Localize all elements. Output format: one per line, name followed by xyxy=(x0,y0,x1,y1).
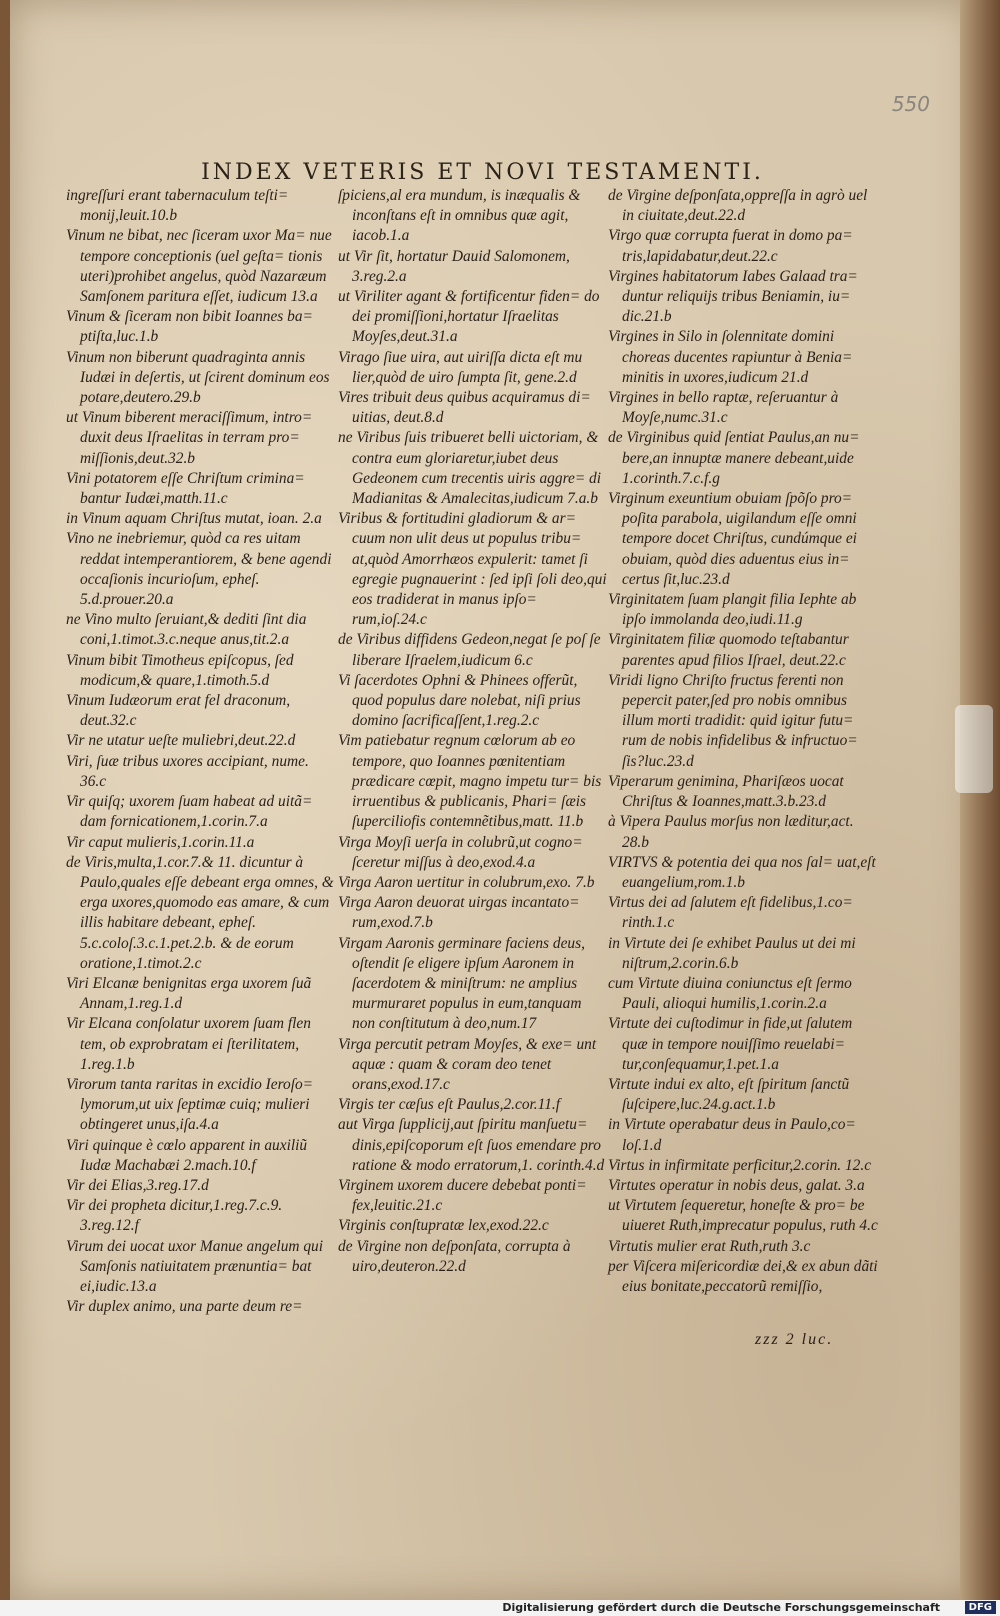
index-entry: Vinum Iudæorum erat fel draconum, deut.32.c xyxy=(66,692,291,730)
index-entry: Vinum & ſiceram non bibit Ioannes ba= ptiſta,luc.1.b xyxy=(66,308,313,346)
index-entry: Vinum non biberunt quadraginta annis Iudæi in deſertis, ut ſcirent dominum eos potare,deutero.29.b xyxy=(66,348,330,407)
index-entry: de Viribus diffidens Gedeon,negat ſe poſ ſe liberare Iſraelem,iudicum 6.c xyxy=(338,631,601,669)
index-entry: ut Viriliter agant & fortificentur fiden= do dei promiſſioni,hortatur Iſraelitas Moyſes,deut.31.a xyxy=(338,288,600,346)
index-entry: Viri, ſuæ tribus uxores accipiant, nume. 36.c xyxy=(66,752,309,790)
index-entry: Viri Elcanæ benignitas erga uxorem ſuã Annam,1.reg.1.d xyxy=(66,974,312,1013)
index-entry: Vir duplex animo, una parte deum re= xyxy=(66,1298,303,1316)
index-entry: Vim patiebatur regnum cœlorum ab eo tempore, quo Ioannes pœnitentiam prædicare cœpit, magno impetu tur= bis irruentibus & publicanis, Phari= ſæis ſuperciliofis contemnẽtibus,matt. 11.b xyxy=(338,732,602,831)
dfg-logo: DFG xyxy=(965,1601,996,1614)
index-entry: Vires tribuit deus quibus acquiramus di= uitias, deut.8.d xyxy=(338,389,591,427)
index-entry: Virginem uxorem ducere debebat ponti= fex,leuitic.21.c xyxy=(338,1176,587,1215)
index-entry: Virago ſiue uira, aut uiriſſa dicta eſt mu lier,quòd de uiro ſumpta ſit, gene.2.d xyxy=(338,348,583,386)
index-entry: Virga Moyſi uerſa in colubrũ,ut cogno= ſceretur miſſus à deo,exod.4.a xyxy=(338,833,583,871)
index-entry: Virtus dei ad ſalutem eſt fidelibus,1.co= rinth.1.c xyxy=(608,894,853,932)
index-entry: Viribus & fortitudini gladiorum & ar= cuum non ulit deus ut populus tribu= at,quòd Amorrhæos expulerit: tamet ſi egregie pugnauerint : ſed ipſi ſoli deo,qui eos tradiderat in manus ipſo= rum,ioſ.24.c xyxy=(338,510,607,629)
index-entry: Virtute dei cuſtodimur in fide,ut ſalutem quæ in tempore nouiſſimo reuelabi= tur,conſequamur,1.pet.1.a xyxy=(608,1015,853,1073)
index-entry: Vir caput mulieris,1.corin.11.a xyxy=(66,833,255,851)
index-entry: in Virtute operabatur deus in Paulo,co= loſ.1.d xyxy=(608,1116,856,1154)
index-entry: Virgines in Silo in ſolennitate domini choreas ducentes rapiuntur à Benia= minitis in uxores,iudicum 21.d xyxy=(608,328,853,386)
index-entry: Vino ne inebriemur, quòd ca res uitam reddat intemperantiorem, & bene agendi occaſionis incurioſum, epheſ. 5.d.prouer.20.a xyxy=(66,530,332,609)
index-column-1 xyxy=(66,186,336,1317)
index-entry: Vinum bibit Timotheus epiſcopus, ſed modicum,& quare,1.timoth.5.d xyxy=(66,651,294,689)
index-entry: de Virgine deſponſata,oppreſſa in agrò uel in ciuitate,deut.22.d xyxy=(608,187,868,225)
footer-bar xyxy=(0,1600,1000,1616)
index-entry: Virtutis mulier erat Ruth,ruth 3.c xyxy=(608,1237,811,1255)
index-entry: Virginitatem ſuam plangit filia Iephte ab ipſo immolanda deo,iudi.11.g xyxy=(608,591,857,629)
index-entry: Vir dei Elias,3.reg.17.d xyxy=(66,1176,209,1194)
page-clip xyxy=(955,705,993,793)
index-entry: Virgo quæ corrupta fuerat in domo pa= tris,lapidabatur,deut.22.c xyxy=(608,227,853,265)
page-edge xyxy=(960,0,1000,1600)
index-entry: per Viſcera miſericordiæ dei,& ex abun dãti eius bonitate,peccatorũ remiſſio, xyxy=(608,1257,878,1295)
index-entry: Virginum exeuntium obuiam ſpõſo pro= poſita parabola, uigilandum eſſe omni tempore docet Chriſtus, cundúmque ei obuiam, quòd dies aduentus eius in= certus ſit,luc.23.d xyxy=(608,490,857,588)
index-entry: Virgis ter cæſus eſt Paulus,2.cor.11.f xyxy=(338,1096,561,1114)
index-entry: in Virtute dei ſe exhibet Paulus ut dei mi niſtrum,2.corin.6.b xyxy=(608,934,856,972)
index-entry: Vir dei propheta dicitur,1.reg.7.c.9. 3.reg.12.f xyxy=(66,1197,283,1235)
index-entry: Vir quiſq; uxorem ſuam habeat ad uitã= dam fornicationem,1.corin.7.a xyxy=(66,793,313,831)
index-entry: de Viris,multa,1.cor.7.& 11. dicuntur à Paulo,quales eſſe debeant erga omnes, & erga uxores,quomodo eas amare, & cum illis habitare debeant, epheſ. 5.c.coloſ.3.c.1.pet.2.b. & de eorum oratione,1.timot.2.c xyxy=(66,853,334,972)
index-entry: Virgines in bello raptæ, reſeruantur à Moyſe,numc.31.c xyxy=(608,389,839,427)
index-entry: Virum dei uocat uxor Manue angelum qui Samſonis natiuitatem prænuntia= bat ei,iudic.13.a xyxy=(66,1237,324,1295)
index-entry: cum Virtute diuina coniunctus eſt ſermo Pauli, alioqui humilis,1.corin.2.a xyxy=(608,974,852,1013)
index-entry: Virtutes operatur in nobis deus, galat. 3.a xyxy=(608,1176,865,1194)
index-entry: à Vipera Paulus morſus non læditur,act. 28.b xyxy=(608,813,854,851)
index-entry: ne Viribus ſuis tribueret belli uictoriam, & contra eum gloriaretur,iubet deus Gedeonem cum trecentis uiris aggre= di Madianitas & Amalecitas,iudicum 7.a.b xyxy=(338,429,602,508)
index-entry: Viri quinque è cœlo apparent in auxiliũ Iudæ Machabæi 2.mach.10.f xyxy=(66,1136,308,1174)
index-column-2 xyxy=(338,186,608,1277)
catchword: zzz 2 luc. xyxy=(755,1331,834,1348)
index-entry: Vir Elcana conſolatur uxorem ſuam flen tem, ob exprobratam ei ſterilitatem, 1.reg.1.b xyxy=(66,1015,311,1073)
folio-number: 550 xyxy=(891,92,930,116)
index-entry: de Virginibus quid ſentiat Paulus,an nu= bere,an innuptæ manere debeant,uide 1.corinth.7.c.f.g xyxy=(608,429,860,487)
index-entry: Virtute indui ex alto, eſt ſpiritum ſanctũ ſuſcipere,luc.24.g.act.1.b xyxy=(608,1075,850,1114)
index-entry: Virga Aaron deuorat uirgas incantato= rum,exod.7.b xyxy=(338,894,580,932)
index-entry: ſpiciens,al era mundum, is inæqualis & inconſtans eſt in omnibus quæ agit, iacob.1.a xyxy=(338,187,581,245)
index-entry: ut Vinum biberent meraciſſimum, intro= duxit deus Iſraelitas in terram pro= miſſionis,deut.32.b xyxy=(66,409,313,467)
index-entry: ut Virtutem ſequeretur, honeſte & pro= be uiueret Ruth,imprecatur populus, ruth 4.c xyxy=(608,1197,878,1235)
index-entry: VIRTVS & potentia dei qua nos ſal= uat,eſt euangelium,rom.1.b xyxy=(608,853,876,891)
index-entry: Virginis conſtupratæ lex,exod.22.c xyxy=(338,1217,549,1235)
index-entry: Virorum tanta raritas in excidio Ieroſo= lymorum,ut uix ſeptimæ cuiq; mulieri obtingeret unus,iſa.4.a xyxy=(66,1075,314,1134)
index-entry: ne Vino multo ſeruiant,& dediti ſint dia coni,1.timot.3.c.neque anus,tit.2.a xyxy=(66,611,307,649)
index-entry: Virgam Aaronis germinare faciens deus, oſtendit ſe eligere ipſum Aaronem in ſacerdotem & miniſtrum: ne amplius murmuraret populus in eum,tanquam non conſtitutum à deo,num.17 xyxy=(338,934,585,1033)
footer-credit: Digitalisierung gefördert durch die Deutsche Forschungsgemeinschaft xyxy=(502,1601,940,1614)
index-entry: Vir ne utatur ueſte muliebri,deut.22.d xyxy=(66,732,296,750)
index-entry: Virga percutit petram Moyſes, & exe= unt aquæ : quam & coram deo tenet orans,exod.17.c xyxy=(338,1035,597,1093)
index-entry: Virginitatem filiæ quomodo teſtabantur parentes apud filios Iſrael, deut.22.c xyxy=(608,631,849,669)
index-entry: Virga Aaron uertitur in colubrum,exo. 7.b xyxy=(338,873,595,891)
index-entry: Virtus in infirmitate perficitur,2.corin. 12.c xyxy=(608,1156,872,1174)
running-head: INDEX VETERIS ET NOVI TESTAMENTI. xyxy=(201,160,764,185)
index-entry: Viridi ligno Chriſto fructus ferenti non pepercit pater,ſed pro nobis omnibus illum morti tradidit: quid igitur futu= rum de nobis infidelibus & infructuo= ſis?luc.23.d xyxy=(608,671,858,770)
index-entry: Vi ſacerdotes Ophni & Phinees offerũt, quod populus dare nolebat, niſi prius domino ſacrificaſſent,1.reg.2.c xyxy=(338,671,581,730)
index-entry: Vinum ne bibat, nec ſiceram uxor Ma= nue tempore conceptionis (uel geſta= tionis uteri)prohibet angelus, quòd Nazaræum Samſonem paritura eſſet, iudicum 13.a xyxy=(66,227,332,306)
index-entry: aut Virga ſupplicij,aut ſpiritu manſuetu= dinis,epiſcoporum eſt ſuos emendare pro ratione & modo erratorum,1. corinth.4.d xyxy=(338,1116,605,1174)
index-entry: in Vinum aquam Chriſtus mutat, ioan. 2.a xyxy=(66,510,322,528)
index-entry: ingreſſuri erant tabernaculum teſti= monij,leuit.10.b xyxy=(66,187,289,225)
index-entry: Virgines habitatorum Iabes Galaad tra= duntur reliquijs tribus Beniamin, iu= dic.21.b xyxy=(608,267,858,326)
index-entry: Vini potatorem eſſe Chriſtum crimina= bantur Iudæi,matth.11.c xyxy=(66,469,305,508)
index-entry: Viperarum genimina, Phariſæos uocat Chriſtus & Ioannes,matt.3.b.23.d xyxy=(608,772,844,811)
index-entry: ut Vir ſit, hortatur Dauid Salomonem, 3.reg.2.a xyxy=(338,247,570,285)
index-entry: de Virgine non deſponſata, corrupta à uiro,deuteron.22.d xyxy=(338,1237,571,1275)
index-column-3 xyxy=(608,186,878,1297)
